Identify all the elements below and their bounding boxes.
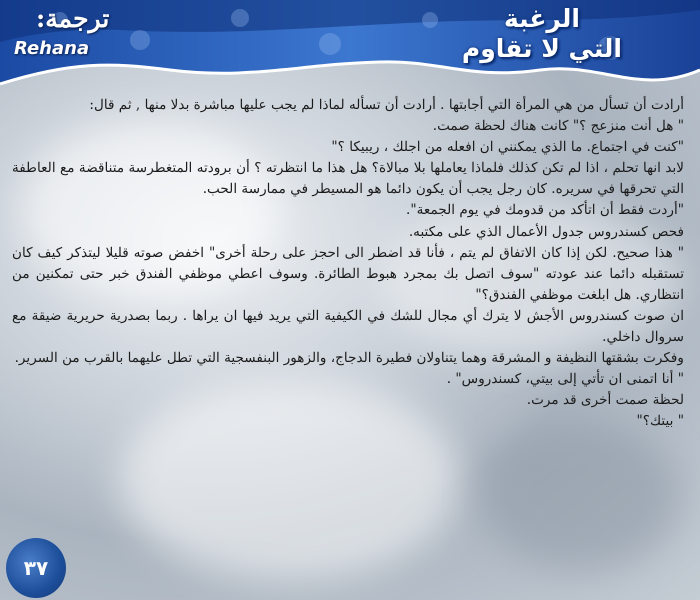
- translator-name: Rehana: [14, 38, 90, 59]
- mist-4: [480, 420, 680, 570]
- paragraph: " أنا اتمنى ان تأتي إلى بيتي، كسندروس" .: [446, 371, 684, 388]
- paragraph: " بيتك؟": [636, 413, 684, 430]
- paragraph: أرادت أن تسأل من هي المرأة التي أجابتها . أرادت أن تسأله لماذا لم يجب عليها مباشرة بدلا منها , ثم قال:: [89, 97, 684, 113]
- paragraph: "أردت فقط أن اتأكد من قدومك في يوم الجمعة".: [406, 202, 684, 219]
- page-number-badge: ٣٧: [6, 538, 66, 598]
- body-text: [12, 95, 684, 433]
- paragraph: وفكرت بشقتها النظيفة و المشرقة وهما يتناولان فطيرة الدجاج، والزهور البنفسجية التي تطل عليهما بالقرب من السرير.: [14, 350, 684, 367]
- paragraph: "كنت في اجتماع. ما الذي يمكنني ان افعله من اجلك ، ريبيكا ؟": [331, 139, 684, 156]
- page-title: [462, 4, 622, 64]
- translator-label: ترجمة:: [36, 4, 110, 33]
- paragraph: فحص كسندروس جدول الأعمال الذي على مكتبه.: [408, 223, 684, 240]
- paragraph: لحظة صمت أخرى قد مرت.: [526, 392, 684, 409]
- title-line-1: الرغبة: [503, 4, 580, 33]
- paragraph: ان صوت كسندروس الأجش لا يترك أي مجال للشك في الكيفية التي يريد فيها ان يراها . ربما بصدرية حريرية ضيقة مع سروال داخلي.: [12, 307, 684, 346]
- paragraph: " هذا صحيح. لكن إذا كان الاتفاق لم يتم ، فأنا قد اضطر الى احجز على رحلة أخرى" اخفض صوته قليلا ليتذكر كيف كان تستقبله دائما عند عودته "سوف اتصل بك بمجرد هبوط الطائرة. وسوف اعطي موظفي الفندق خبر حتى تمكنين من انتظاري. هل ابلغت موظفي الفندق؟": [12, 244, 684, 303]
- paragraph: لابد انها تحلم ، اذا لم تكن كذلك فلماذا يعاملها بلا مبالاة؟ هل هذا ما انتظرته ؟ أن برودته المتغطرسة متناقضة مع العاطفة التي تحرقها في سريره. كان رجل يجب أن يكون دائما هو المسيطر في ممارسة الحب.: [12, 160, 684, 198]
- paragraph: " هل أنت منزعج ؟" كانت هناك لحظة صمت.: [432, 118, 684, 135]
- title-line-2: التي لا تقاوم: [461, 34, 622, 63]
